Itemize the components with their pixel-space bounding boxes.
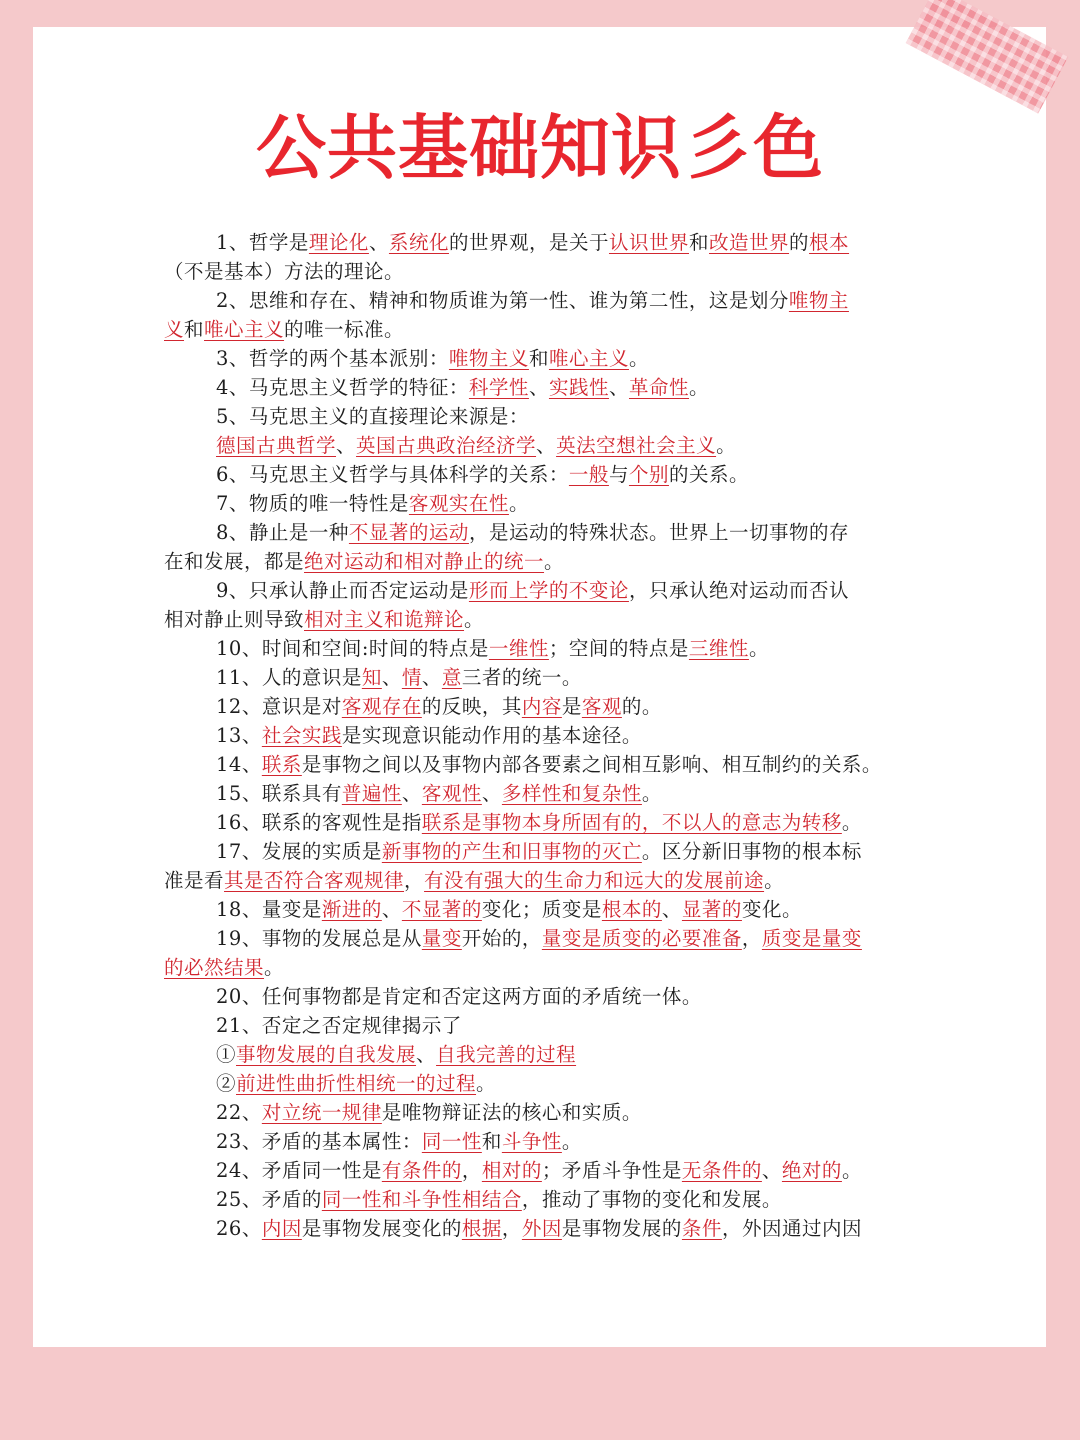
text-segment: 20、任何事物都是肯定和否定这两方面的矛盾统一体。 [216, 985, 702, 1008]
highlighted-term: 内因 [261, 1217, 302, 1240]
highlighted-term: 有没有强大的生命力和远大的发展前途 [424, 869, 765, 892]
text-segment: 。 [841, 1159, 862, 1182]
highlighted-term: 多样性和复杂性 [501, 782, 642, 805]
text-line [164, 1214, 924, 1242]
highlighted-term: 普遍性 [341, 782, 402, 805]
text-line [164, 895, 924, 924]
text-line [164, 576, 924, 605]
text-segment: 的唯一标准。 [284, 318, 405, 341]
highlighted-term: 显著的 [681, 898, 742, 921]
text-segment: 、 [761, 1159, 782, 1182]
highlighted-term: 不显著的运动 [348, 521, 469, 544]
text-segment: 。 [264, 956, 285, 979]
highlighted-term: 情 [401, 666, 422, 689]
text-segment: 。 [764, 869, 785, 892]
text-segment: 、 [401, 782, 422, 805]
text-segment: 19、事物的发展总是从 [216, 927, 422, 950]
text-line [164, 1127, 924, 1156]
text-line [164, 663, 924, 692]
highlighted-term: 一般 [568, 463, 609, 486]
highlighted-term: 的必然结果 [164, 956, 265, 979]
highlighted-term: 内容 [521, 695, 562, 718]
text-segment: 和 [184, 318, 205, 341]
highlighted-term: 绝对的 [781, 1159, 842, 1182]
text-segment: 5、马克思主义的直接理论来源是： [216, 405, 529, 428]
text-segment: 9、只承认静止而否定运动是 [216, 579, 469, 602]
text-line [164, 228, 924, 257]
highlighted-term: 同一性 [421, 1130, 482, 1153]
text-segment: 18、量变是 [216, 898, 322, 921]
highlighted-term: 无条件的 [681, 1159, 762, 1182]
text-segment: 变化。 [741, 898, 802, 921]
text-line [164, 924, 924, 953]
text-segment: 12、意识是对 [216, 695, 342, 718]
text-line [164, 1069, 924, 1098]
text-segment: 的。 [621, 695, 662, 718]
text-segment: 。 [641, 782, 662, 805]
text-segment: ，推动了事物的变化和发展。 [521, 1188, 782, 1211]
text-line [164, 373, 924, 402]
highlighted-term: 根据 [461, 1217, 502, 1240]
text-line [164, 257, 924, 286]
text-segment: 23、矛盾的基本属性： [216, 1130, 422, 1153]
highlighted-term: 知 [361, 666, 382, 689]
text-segment: ， [741, 927, 762, 950]
text-segment: 、 [536, 434, 557, 457]
text-segment: 2、思维和存在、精神和物质谁为第一性、谁为第二性，这是划分 [216, 289, 789, 312]
text-line [164, 315, 924, 344]
page-title: 公共基础知识彡色 [242, 92, 838, 193]
text-line [164, 518, 924, 547]
text-segment: 开始的， [461, 927, 542, 950]
text-segment: 3、哲学的两个基本派别： [216, 347, 449, 370]
highlighted-term: 德国古典哲学 [216, 434, 337, 457]
text-segment: 7、物质的唯一特性是 [216, 492, 409, 515]
text-segment: 是实现意识能动作用的基本途径。 [341, 724, 642, 747]
highlighted-term: 同一性和斗争性相结合 [321, 1188, 522, 1211]
text-segment: 26、 [216, 1217, 262, 1240]
text-line [164, 808, 924, 837]
text-segment: 。 [748, 637, 769, 660]
text-segment: 、 [528, 376, 549, 399]
text-segment: 21、否定之否定规律揭示了 [216, 1014, 462, 1037]
text-line [164, 721, 924, 750]
text-segment: ， [461, 1159, 482, 1182]
text-segment: 10、时间和空间:时间的特点是 [216, 637, 489, 660]
highlighted-term: 革命性 [628, 376, 689, 399]
text-segment: 13、 [216, 724, 262, 747]
text-line [164, 953, 924, 982]
highlighted-term: 系统化 [388, 231, 449, 254]
text-segment: ，外因通过内因 [721, 1217, 862, 1240]
text-line [164, 1040, 924, 1069]
text-segment: 14、 [216, 753, 262, 776]
text-segment: 。 [476, 1072, 497, 1095]
highlighted-term: 意 [441, 666, 462, 689]
text-segment: 在和发展，都是 [164, 550, 305, 573]
text-segment: ② [216, 1072, 237, 1095]
text-segment: 的关系。 [668, 463, 749, 486]
highlighted-term: 英国古典政治经济学 [356, 434, 537, 457]
highlighted-term: 科学性 [468, 376, 529, 399]
highlighted-term: 实践性 [548, 376, 609, 399]
text-segment: 三者的统一。 [461, 666, 582, 689]
text-segment: 1、哲学是 [216, 231, 309, 254]
highlighted-term: 相对的 [481, 1159, 542, 1182]
text-segment: 是 [561, 695, 582, 718]
text-segment: 22、 [216, 1101, 262, 1124]
text-segment: 。 [561, 1130, 582, 1153]
highlighted-term: 量变是质变的必要准备 [541, 927, 742, 950]
highlighted-term: 联系是事物本身所固有的，不以人的意志为转移 [421, 811, 842, 834]
highlighted-term: 英法空想社会主义 [556, 434, 717, 457]
highlighted-term: 外因 [521, 1217, 562, 1240]
highlighted-term: 唯心主义 [204, 318, 285, 341]
text-line [164, 605, 924, 634]
text-segment: 、 [381, 898, 402, 921]
highlighted-term: 唯物主 [788, 289, 849, 312]
text-segment: 的反映，其 [421, 695, 522, 718]
text-segment: （不是基本）方法的理论。 [164, 260, 405, 283]
text-segment: 、 [608, 376, 629, 399]
highlighted-term: 质变是量变 [761, 927, 862, 950]
text-segment: 。 [716, 434, 737, 457]
highlighted-term: 绝对运动和相对静止的统一 [304, 550, 545, 573]
highlighted-term: 理论化 [308, 231, 369, 254]
highlighted-term: 其是否符合客观规律 [224, 869, 405, 892]
text-line [164, 1011, 924, 1040]
highlighted-term: 条件 [681, 1217, 722, 1240]
highlighted-term: 联系 [261, 753, 302, 776]
text-line [164, 431, 924, 460]
text-segment: ，是运动的特殊状态。世界上一切事物的存 [468, 521, 849, 544]
highlighted-term: 唯物主义 [448, 347, 529, 370]
highlighted-term: 客观 [581, 695, 622, 718]
text-line [164, 547, 924, 576]
text-segment: 15、联系具有 [216, 782, 342, 805]
text-segment: 、 [661, 898, 682, 921]
text-segment: 准是看 [164, 869, 225, 892]
text-line [164, 460, 924, 489]
text-segment: 是事物发展的 [561, 1217, 682, 1240]
text-segment: 是唯物辩证法的核心和实质。 [381, 1101, 642, 1124]
text-segment: 25、矛盾的 [216, 1188, 322, 1211]
text-segment: 的 [789, 231, 810, 254]
text-line [164, 982, 924, 1011]
text-segment: 和 [481, 1130, 502, 1153]
highlighted-term: 改造世界 [709, 231, 790, 254]
text-line [164, 1185, 924, 1214]
text-segment: 、 [336, 434, 357, 457]
text-line [164, 779, 924, 808]
text-segment: ， [404, 869, 425, 892]
text-segment: 是事物之间以及事物内部各要素之间相互影响、相互制约的关系。 [301, 753, 882, 776]
highlighted-term: 斗争性 [501, 1130, 562, 1153]
text-segment: 6、马克思主义哲学与具体科学的关系： [216, 463, 569, 486]
text-line [164, 1156, 924, 1185]
highlighted-term: 社会实践 [261, 724, 342, 747]
text-segment: 11、人的意识是 [216, 666, 362, 689]
highlighted-term: 根本的 [601, 898, 662, 921]
text-segment: 、 [481, 782, 502, 805]
text-segment: 8、静止是一种 [216, 521, 349, 544]
highlighted-term: 不显著的 [401, 898, 482, 921]
text-line [164, 489, 924, 518]
text-segment: 。 [464, 608, 485, 631]
highlighted-term: 唯心主义 [548, 347, 629, 370]
text-line [164, 402, 924, 431]
highlighted-term: 新事物的产生和旧事物的灭亡 [381, 840, 642, 863]
highlighted-term: 三维性 [688, 637, 749, 660]
highlighted-term: 个别 [628, 463, 669, 486]
highlighted-term: 渐进的 [321, 898, 382, 921]
text-line [164, 837, 924, 866]
highlighted-term: 量变 [421, 927, 462, 950]
text-segment: 、 [421, 666, 442, 689]
text-segment: 、 [381, 666, 402, 689]
text-segment: 和 [689, 231, 710, 254]
text-segment: 。 [628, 347, 649, 370]
highlighted-term: 根本 [809, 231, 850, 254]
text-segment: 的世界观，是关于 [448, 231, 609, 254]
highlighted-term: 形而上学的不变论 [468, 579, 629, 602]
highlighted-term: 客观存在 [341, 695, 422, 718]
text-segment: 16、联系的客观性是指 [216, 811, 422, 834]
text-segment: ；空间的特点是 [548, 637, 689, 660]
text-segment: 、 [368, 231, 389, 254]
highlighted-term: 前进性曲折性相统一的过程 [236, 1072, 477, 1095]
text-segment: ① [216, 1043, 237, 1066]
text-segment: 。 [544, 550, 565, 573]
highlighted-term: 义 [164, 318, 185, 341]
highlighted-term: 相对主义和诡辩论 [304, 608, 465, 631]
text-line [164, 866, 924, 895]
text-segment: 和 [528, 347, 549, 370]
document-body [164, 228, 924, 1242]
text-line [164, 1098, 924, 1127]
text-line [164, 286, 924, 315]
highlighted-term: 事物发展的自我发展 [236, 1043, 417, 1066]
highlighted-term: 客观性 [421, 782, 482, 805]
text-segment: 与 [608, 463, 629, 486]
highlighted-term: 客观实在性 [408, 492, 509, 515]
highlighted-term: 对立统一规律 [261, 1101, 382, 1124]
text-segment: ， [501, 1217, 522, 1240]
text-segment: 相对静止则导致 [164, 608, 305, 631]
text-line [164, 750, 924, 779]
text-segment: 。 [508, 492, 529, 515]
text-line [164, 692, 924, 721]
highlighted-term: 认识世界 [608, 231, 689, 254]
text-segment: ；矛盾斗争性是 [541, 1159, 682, 1182]
text-segment: 是事物发展变化的 [301, 1217, 462, 1240]
text-line [164, 634, 924, 663]
text-segment: 。区分新旧事物的根本标 [641, 840, 862, 863]
text-segment: 17、发展的实质是 [216, 840, 382, 863]
text-segment: 。 [841, 811, 862, 834]
text-segment: 、 [416, 1043, 437, 1066]
text-segment: 24、矛盾同一性是 [216, 1159, 382, 1182]
text-segment: 变化；质变是 [481, 898, 602, 921]
highlighted-term: 一维性 [488, 637, 549, 660]
text-segment: ，只承认绝对运动而否认 [628, 579, 849, 602]
text-line [164, 344, 924, 373]
title-banner [0, 92, 1080, 193]
highlighted-term: 有条件的 [381, 1159, 462, 1182]
text-segment: 。 [689, 376, 710, 399]
highlighted-term: 自我完善的过程 [436, 1043, 577, 1066]
text-segment: 4、马克思主义哲学的特征： [216, 376, 469, 399]
